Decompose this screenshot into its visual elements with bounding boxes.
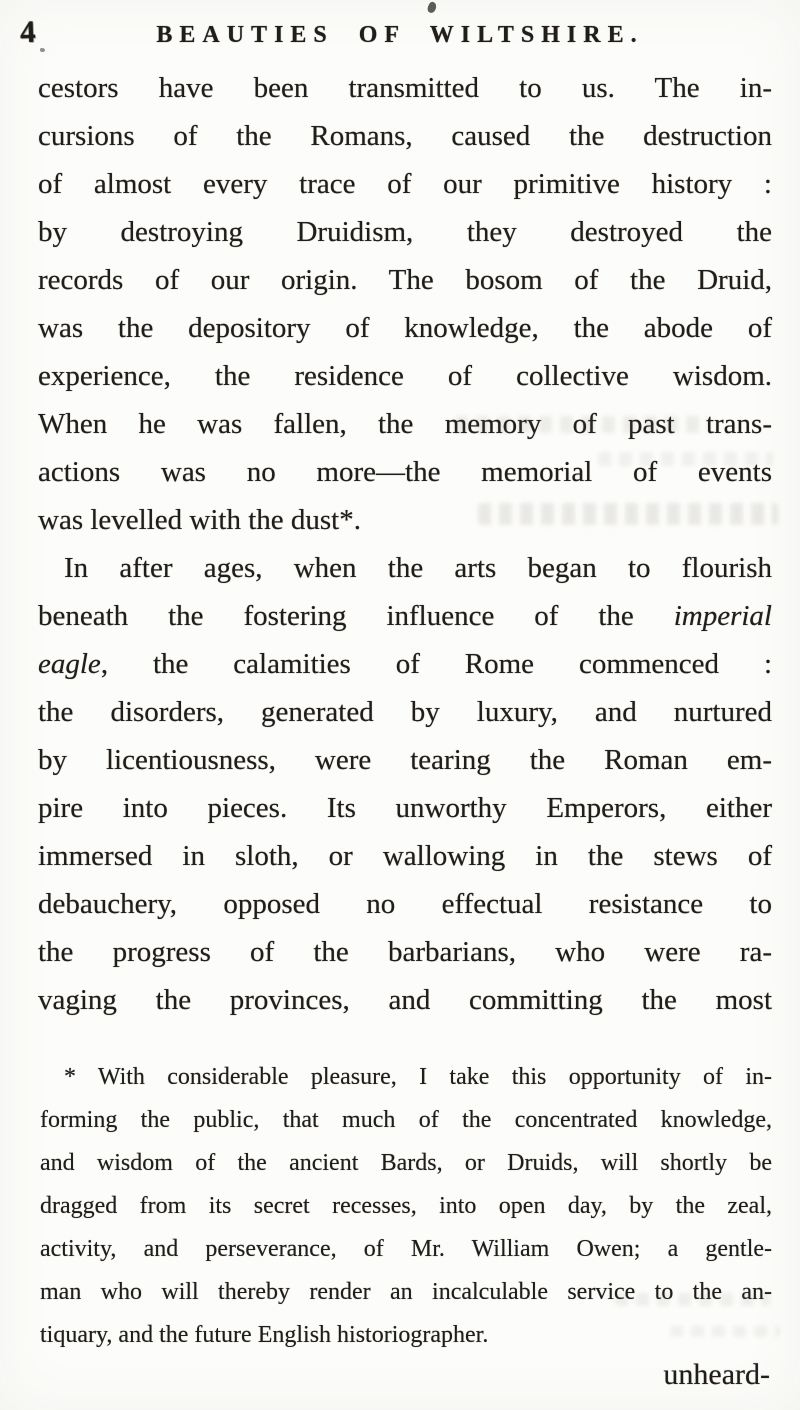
text-span: When he was fallen, the memory of past trans-	[38, 408, 772, 440]
showthrough-smudge	[670, 1326, 780, 1337]
text-span: experience, the residence of collective wisdom.	[38, 360, 772, 392]
text-span: activity, and perseverance, of Mr. William Owen; a gentle-	[40, 1236, 772, 1262]
ink-speck	[40, 48, 45, 52]
showthrough-smudge	[455, 416, 710, 433]
text-span: and wisdom of the ancient Bards, or Druids, will shortly be	[40, 1150, 772, 1176]
showthrough-smudge	[478, 503, 778, 525]
text-line	[38, 784, 772, 832]
text-line	[40, 1056, 772, 1099]
main-body-text	[38, 64, 772, 1024]
text-line	[38, 208, 772, 256]
text-line	[38, 736, 772, 784]
text-span: by licentiousness, were tearing the Roman em-	[38, 744, 772, 776]
text-span: cestors have been transmitted to us. The in-	[38, 72, 772, 104]
text-span: In after ages, when the arts began to flourish	[64, 552, 772, 584]
catchword: unheard-	[663, 1358, 770, 1391]
running-head-title: BEAUTIES OF WILTSHIRE.	[156, 22, 644, 48]
text-line	[38, 160, 772, 208]
italic-text-span: imperial	[673, 600, 772, 632]
text-line	[40, 1142, 772, 1185]
text-span: forming the public, that much of the concentrated knowledge,	[40, 1107, 772, 1133]
text-line	[38, 352, 772, 400]
text-span: tiquary, and the future English historiographer.	[40, 1322, 489, 1348]
text-line	[38, 256, 772, 304]
text-span: * With considerable pleasure, I take this opportunity of in-	[64, 1064, 772, 1090]
text-span: the disorders, generated by luxury, and nurtured	[38, 696, 772, 728]
page-number: 4	[19, 13, 37, 50]
text-line	[40, 1099, 772, 1142]
text-line	[38, 544, 772, 592]
showthrough-smudge	[615, 1293, 770, 1306]
footnote-text	[40, 1056, 772, 1357]
text-line	[38, 592, 772, 640]
text-span: dragged from its secret recesses, into open day, by the zeal,	[40, 1193, 772, 1219]
text-line	[38, 832, 772, 880]
text-line	[40, 1228, 772, 1271]
text-line	[40, 1314, 772, 1357]
text-span: records of our origin. The bosom of the Druid,	[38, 264, 772, 296]
text-span: actions was no more—the memorial of events	[38, 456, 772, 488]
ink-speck	[426, 1, 438, 14]
text-line	[38, 928, 772, 976]
text-span: beneath the fostering influence of the	[38, 600, 674, 632]
text-line	[38, 304, 772, 352]
text-span: vaging the provinces, and committing the most	[38, 984, 772, 1016]
text-span: pire into pieces. Its unworthy Emperors, either	[38, 792, 772, 824]
text-line	[38, 112, 772, 160]
text-span: cursions of the Romans, caused the destruction	[38, 120, 772, 152]
text-span: , the calamities of Rome commenced :	[100, 648, 772, 680]
text-span: was levelled with the dust*.	[38, 504, 361, 536]
showthrough-smudge	[598, 452, 773, 466]
text-line	[40, 1185, 772, 1228]
text-span: was the depository of knowledge, the abode of	[38, 312, 772, 344]
text-line	[38, 640, 772, 688]
text-span: immersed in sloth, or wallowing in the stews of	[38, 840, 772, 872]
text-span: of almost every trace of our primitive history :	[38, 168, 772, 200]
text-line	[38, 976, 772, 1024]
text-line	[38, 64, 772, 112]
text-span: the progress of the barbarians, who were ra-	[38, 936, 772, 968]
text-line	[38, 688, 772, 736]
text-line	[38, 880, 772, 928]
text-span: debauchery, opposed no effectual resistance to	[38, 888, 772, 920]
text-span: man who will thereby render an incalculable service to the an-	[40, 1279, 772, 1305]
text-span: by destroying Druidism, they destroyed the	[38, 216, 772, 248]
italic-text-span: eagle	[38, 648, 101, 680]
